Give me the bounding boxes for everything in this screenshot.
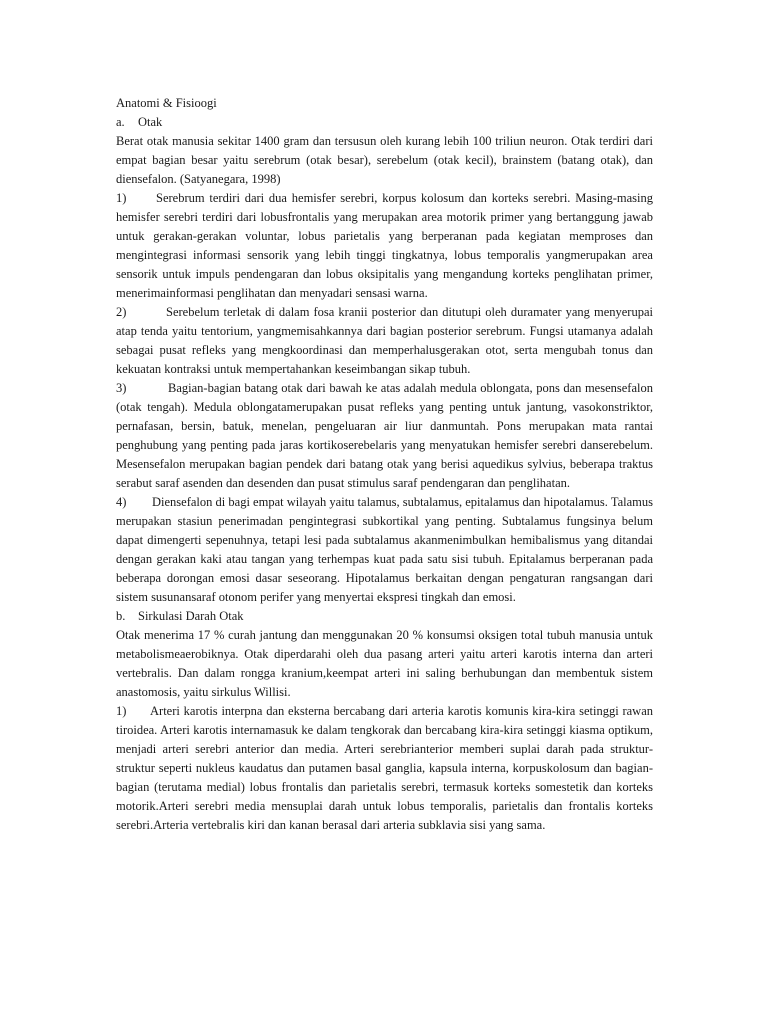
list-item-number: 2): [116, 305, 127, 319]
list-item: [116, 379, 653, 493]
list-item-number: 4): [116, 495, 127, 509]
section-a-heading: [116, 113, 653, 132]
list-item-number: 1): [116, 704, 127, 718]
section-b-intro: Otak menerima 17 % curah jantung dan menggunakan 20 % konsumsi oksigen total tubuh manusia untuk metabolismeaerobiknya. Otak diperdarahi oleh dua pasang arteri yaitu arteri karotis interna dan arteri vertebralis. Dan dalam rongga kranium,keempat arteri ini saling berhubungan dan membentuk sistem anastomosis, yaitu sirkulus Willisi.: [116, 628, 653, 699]
section-b-title: Sirkulasi Darah Otak: [138, 609, 244, 623]
list-item-number: 3): [116, 381, 127, 395]
section-a-intro: Berat otak manusia sekitar 1400 gram dan tersusun oleh kurang lebih 100 triliun neuron. Otak terdiri dari empat bagian besar yaitu serebrum (otak besar), serebelum (otak kecil), brainstem (batang otak), dan diensefalon. (Satyanegara, 1998): [116, 134, 653, 186]
list-item: [116, 189, 653, 303]
list-item-text: Serebelum terletak di dalam fosa kranii posterior dan ditutupi oleh duramater yang menyerupai atap tenda yaitu tentorium, yangmemisahkannya dari bagian posterior serebrum. Fungsi utamanya adalah sebagai pusat refleks yang mengkoordinasi dan memperhalusgerakan otot, serta mengubah tonus dan kekuatan kontraksi untuk mempertahankan keseimbangan sikap tubuh.: [116, 305, 653, 376]
section-a-title: Otak: [138, 115, 163, 129]
list-item-text: Serebrum terdiri dari dua hemisfer serebri, korpus kolosum dan korteks serebri. Masing-masing hemisfer serebri terdiri dari lobusfrontalis yang merupakan area motorik primer yang bertanggung jawab untuk gerakan-gerakan voluntar, lobus parietalis yang berperanan pada kegiatan memproses dan mengintegrasi informasi sensorik yang lebih tinggi tingkatnya, lobus temporalis yangmerupakan area sensorik untuk impuls pendengaran dan lobus oksipitalis yang mengandung korteks penglihatan primer, menerimainformasi penglihatan dan menyadari sensasi warna.: [116, 191, 653, 300]
list-item-number: 1): [116, 191, 127, 205]
list-item: [116, 493, 653, 607]
document-body: [116, 94, 653, 835]
section-a-marker: a.: [116, 115, 125, 129]
list-item: [116, 303, 653, 379]
list-item-text: Arteri karotis interpna dan eksterna bercabang dari arteria karotis komunis kira-kira setinggi rawan tiroidea. Arteri karotis internamasuk ke dalam tengkorak dan bercabang kira-kira setinggi kiasma optikum, menjadi arteri serebri anterior dan media. Arteri serebrianterior memberi suplai darah pada struktur-struktur seperti nukleus kaudatus dan putamen basal ganglia, kapsula interna, korpuskolosum dan bagian-bagian (terutama medial) lobus frontalis dan parietalis serebri, termasuk korteks somestetik dan korteks motorik.Arteri serebri media mensuplai darah untuk lobus temporalis, parietalis dan frontalis korteks serebri.Arteria vertebralis kiri dan kanan berasal dari arteria subklavia sisi yang sama.: [116, 704, 653, 832]
section-b-heading: [116, 607, 653, 626]
list-item-text: Diensefalon di bagi empat wilayah yaitu talamus, subtalamus, epitalamus dan hipotalamus. Talamus merupakan stasiun penerimadan pengintegrasi subkortikal yang penting. Subtalamus fungsinya belum dapat dimengerti sepenuhnya, tetapi lesi pada subtalamus akanmenimbulkan hemibalismus yang ditandai dengan gerakan kaki atau tangan yang terhempas kuat pada satu sisi tubuh. Epitalamus berperanan pada beberapa dorongan emosi dasar seseorang. Hipotalamus berkaitan dengan pengaturan rangsangan dari sistem susunansaraf otonom perifer yang menyertai ekspresi tingkah dan emosi.: [116, 495, 653, 604]
list-item: [116, 702, 653, 835]
document-title: Anatomi & Fisioogi: [116, 96, 217, 110]
list-item-text: Bagian-bagian batang otak dari bawah ke atas adalah medula oblongata, pons dan mesensefalon (otak tengah). Medula oblongatamerupakan pusat refleks yang penting untuk jantung, vasokonstriktor, pernafasan, bersin, batuk, menelan, pengeluaran air liur danmuntah. Pons merupakan mata rantai penghubung yang penting pada jaras kortikoserebelaris yang menyatukan hemisfer serebri danserebelum. Mesensefalon merupakan bagian pendek dari batang otak yang berisi aquedikus sylvius, beberapa traktus serabut saraf asenden dan desenden dan pusat stimulus saraf pendengaran dan penglihatan.: [116, 381, 653, 490]
section-b-marker: b.: [116, 609, 126, 623]
